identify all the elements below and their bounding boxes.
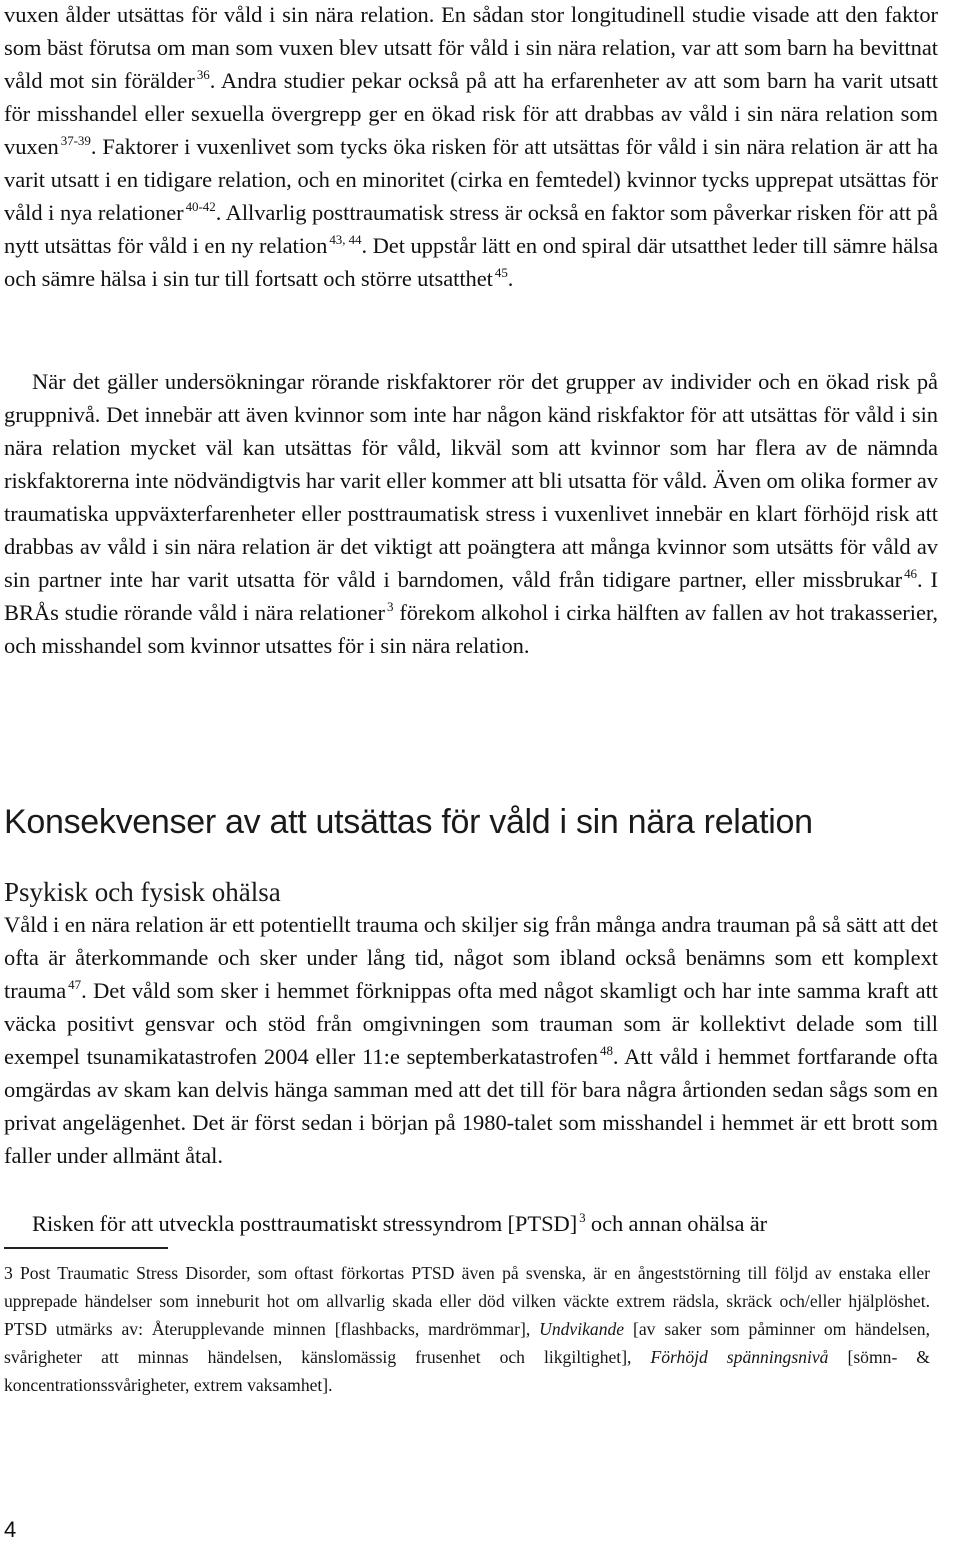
footnote-emphasis: Förhöjd spänningsnivå — [650, 1347, 829, 1367]
footnote-text: 3 Post Traumatic Stress Disorder, som oftast förkortas PTSD även på svenska, är en ångeststörning till följd av enstaka eller upprepade händelser som inneburit hot om allvarlig skada eller död vilken väckte extrem rädsla, skräck och/eller hjälplöshet. PTSD utmärks av: Återupplevande minnen [flashbacks, mardrömmar], — [4, 1263, 930, 1339]
paragraph-text: . Andra studier pekar också på att ha erfarenheter av att som barn ha varit utsatt för misshandel eller sexuella övergrepp ger en ökad risk för att drabbas av våld i sin nära relation som vuxen — [4, 68, 938, 159]
footnote-text: [sömn- & koncentrationssvårigheter, extrem vaksamhet]. — [4, 1347, 930, 1395]
reference-superscript: 36 — [196, 67, 210, 82]
section-heading: Konsekvenser av att utsättas för våld i sin nära relation — [4, 803, 813, 841]
reference-superscript: 48 — [600, 1043, 613, 1058]
paragraph-text: Våld i en nära relation är ett potentiellt trauma och skiljer sig från många andra trauman på så sätt att det ofta är återkommande och sker under lång tid, något som ibland också benämns som ett komplext trauma — [4, 912, 938, 1003]
footnote-emphasis: Undvikande — [539, 1319, 625, 1339]
body-paragraph-ptsd-risk — [4, 1207, 938, 1240]
paragraph-text: När det gäller undersökningar rörande riskfaktorer rör det grupper av individer och en ökad risk på gruppnivå. Det innebär att även kvinnor som inte har någon känd riskfaktor för att utsättas för våld i sin nära relation mycket väl kan utsättas för våld, likväl som att kvinnor som har flera av de nämnda riskfaktorerna inte nödvändigtvis har varit eller kommer att bli utsatta för våld. Även om olika former av traumatiska uppväxterfarenheter eller posttraumatisk stress i vuxenlivet innebär en klart förhöjd risk att drabbas av våld i sin nära relation är det viktigt att poängtera att många kvinnor som utsätts för våld av sin partner inte har varit utsatta för våld i barndomen, våld från tidigare partner, eller missbrukar — [4, 369, 938, 592]
paragraph-text: . Faktorer i vuxenlivet som tycks öka risken för att utsättas för våld i sin nära relation är att ha varit utsatt i en tidigare relation, och en minoritet (cirka en femtedel) kvinnor tycks upprepat utsättas för våld i nya relationer — [4, 134, 938, 225]
sub-heading: Psykisk och fysisk ohälsa — [4, 877, 281, 907]
body-paragraph-group-level-risk — [4, 365, 938, 662]
reference-superscript: 46 — [904, 566, 917, 581]
paragraph-text: Risken för att utveckla posttraumatiskt stressyndrom [PTSD] — [32, 1211, 578, 1236]
footnote-divider — [4, 1247, 168, 1249]
paragraph-text: . Det våld som sker i hemmet förknippas ofta med något skamligt och har inte samma kraft att väcka positivt gensvar och stöd från omgivningen som trauman som är kollektivt delade som till exempel tsunamikatastrofen 2004 eller 11:e septemberkatastrofen — [4, 978, 938, 1069]
reference-superscript: 43, 44 — [329, 232, 362, 247]
paragraph-text: . — [507, 266, 514, 291]
paragraph-text: . Allvarlig posttraumatisk stress är också en faktor som påverkar risken för att på nytt utsättas för våld i en ny relation — [4, 200, 938, 258]
body-paragraph-risk-factors — [4, 0, 938, 295]
paragraph-text: . I BRÅs studie rörande våld i nära relationer — [4, 567, 938, 625]
paragraph-text: . Att våld i hemmet fortfarande ofta omgärdas av skam kan delvis hänga samman med att det till för bara några årtionden sedan sågs som en privat angelägenhet. Det är först sedan i början på 1980-talet som misshandel i hemmet är ett brott som faller under allmänt åtal. — [4, 1044, 938, 1168]
reference-superscript: 47 — [68, 977, 82, 992]
footnote-ptsd — [4, 1259, 930, 1399]
footnote-marker: 3 — [579, 1210, 586, 1225]
paragraph-text: vuxen ålder utsättas för våld i sin nära relation. En sådan stor longitudinell studie visade att den faktor som bäst förutsa om man som vuxen blev utsatt för våld i sin nära relation, var att som barn ha bevittnat våld mot sin förälder — [4, 2, 938, 93]
reference-superscript: 37-39 — [60, 133, 91, 148]
reference-superscript: 45 — [494, 265, 508, 280]
reference-superscript: 3 — [386, 599, 394, 614]
paragraph-text: . Det uppstår lätt en ond spiral där utsatthet leder till sämre hälsa och sämre hälsa i sin tur till fortsatt och större utsatthet — [4, 233, 939, 291]
footnote-text: [av saker som påminner om händelsen, svårigheter att minnas händelsen, känslomässig frusenhet och likgiltighet], — [4, 1319, 930, 1367]
paragraph-text: förekom alkohol i cirka hälften av fallen av hot trakasserier, och misshandel som kvinnor utsattes för i sin nära relation. — [4, 600, 938, 658]
page-number: 4 — [4, 1517, 17, 1542]
reference-superscript: 40-42 — [185, 199, 216, 214]
body-paragraph-complex-trauma — [4, 908, 938, 1172]
paragraph-text: och annan ohälsa är — [585, 1211, 768, 1236]
